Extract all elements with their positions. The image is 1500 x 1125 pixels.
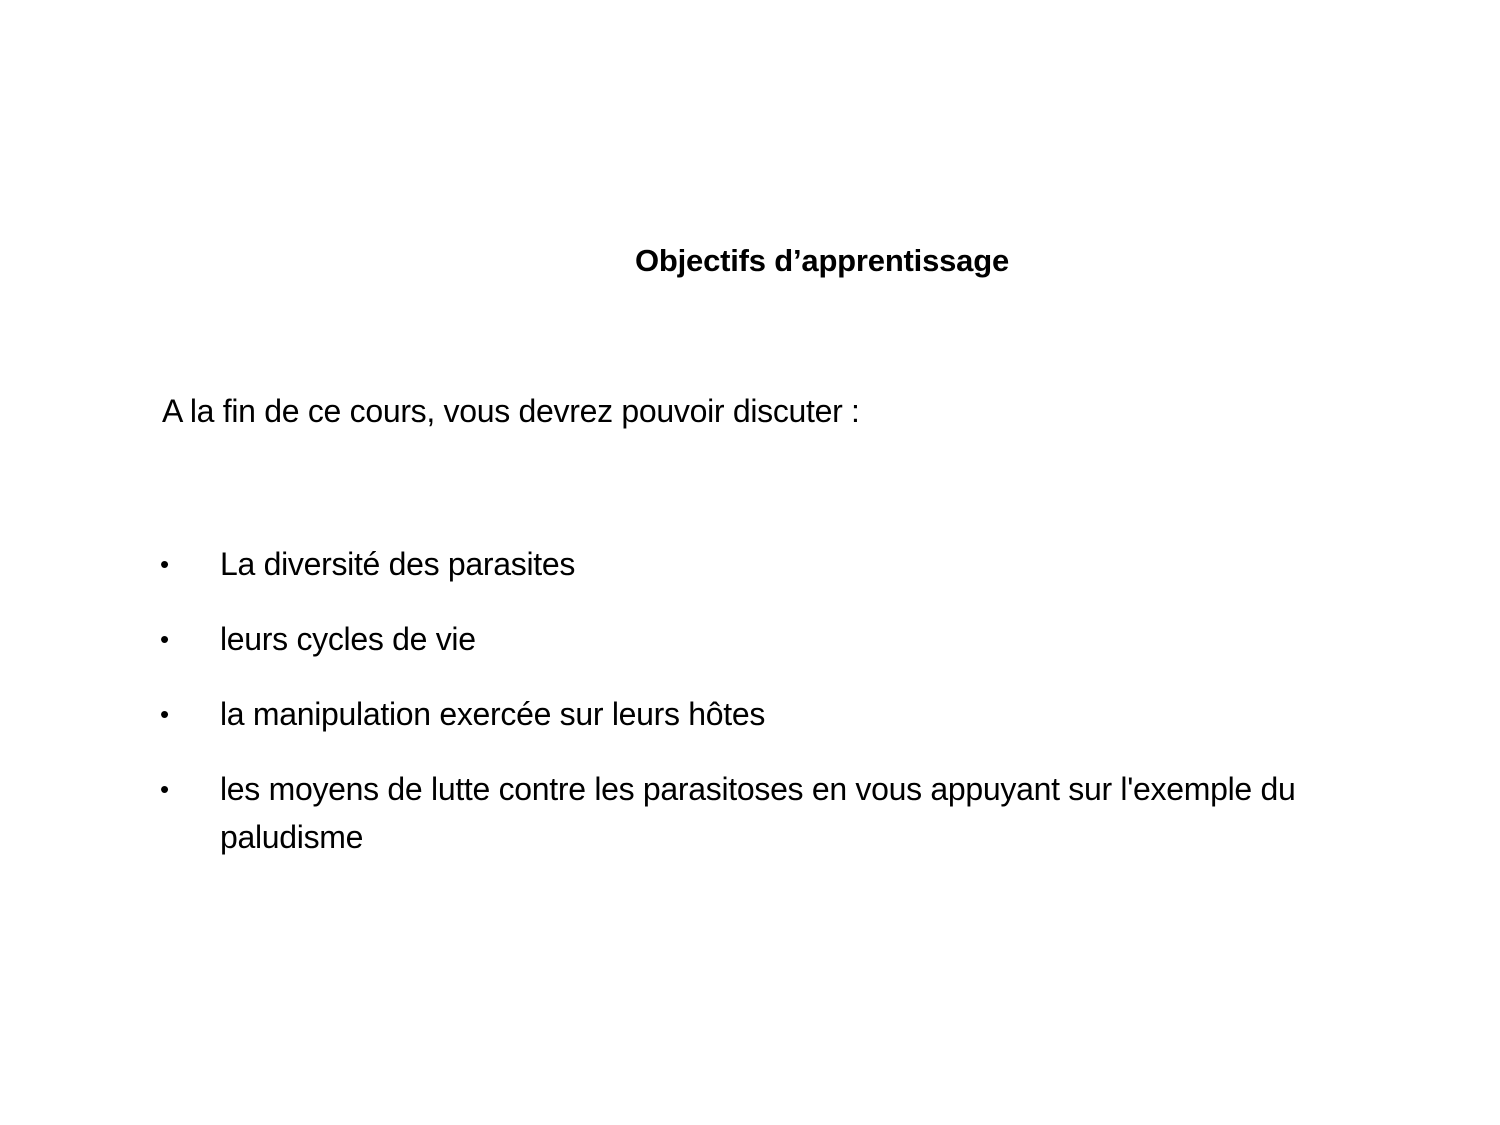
bullet-text: leurs cycles de vie (220, 621, 476, 657)
slide-title: Objectifs d’apprentissage (635, 243, 1009, 278)
bullet-text: les moyens de lutte contre les parasitoses en vous appuyant sur l'exemple du paludisme (220, 771, 1296, 855)
bullet-text: la manipulation exercée sur leurs hôtes (220, 696, 766, 732)
bullet-icon: • (160, 624, 170, 654)
bullet-icon: • (160, 774, 170, 804)
bullet-item (158, 540, 1328, 588)
bullet-icon: • (160, 699, 170, 729)
bullet-text: La diversité des parasites (220, 546, 576, 582)
bullet-item (158, 615, 1328, 663)
intro-text: A la fin de ce cours, vous devrez pouvoir discuter : (162, 393, 860, 429)
bullet-icon: • (160, 549, 170, 579)
bullet-list (158, 540, 1328, 888)
bullet-item (158, 765, 1328, 861)
bullet-item (158, 690, 1328, 738)
